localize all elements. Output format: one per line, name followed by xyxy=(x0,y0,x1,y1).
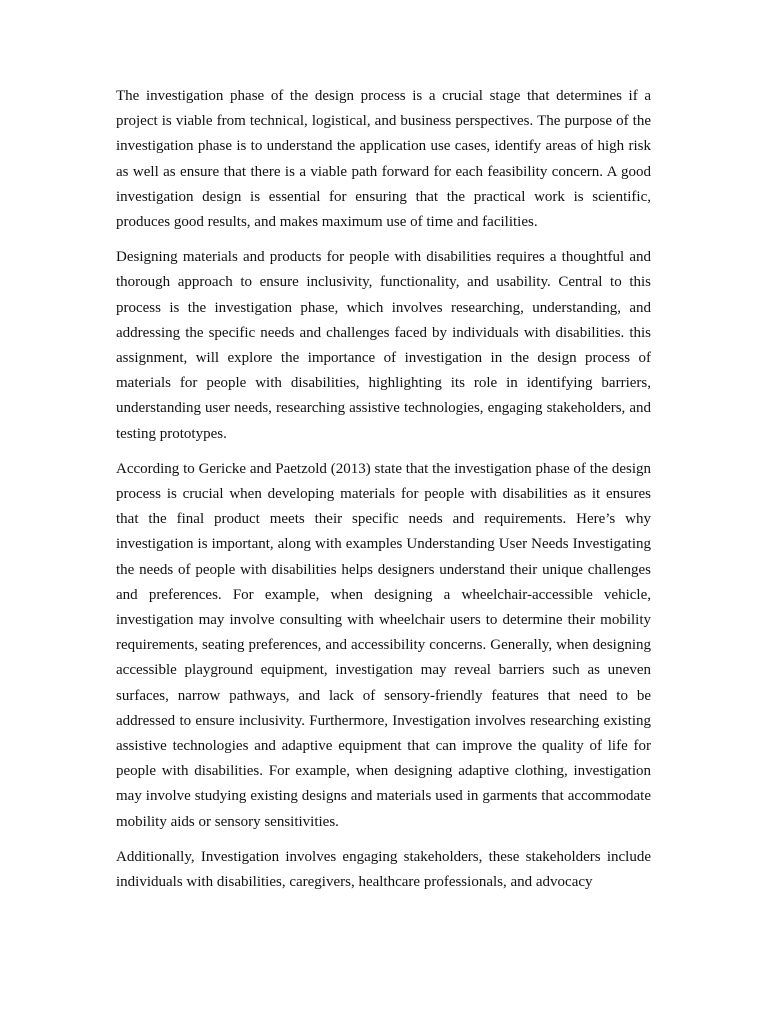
paragraph: Additionally, Investigation involves engaging stakeholders, these stakeholders include individuals with disabilities, caregivers, healthcare professionals, and advocacy xyxy=(116,848,651,891)
document-body xyxy=(116,84,651,905)
paragraph: Designing materials and products for people with disabilities requires a thoughtful and thorough approach to ensure inclusivity, functionality, and usability. Central to this process is the investigation phase, which involves researching, understanding, and addressing the specific needs and challenges faced by individuals with disabilities. this assignment, will explore the importance of investigation in the design process of materials for people with disabilities, highlighting its role in identifying barriers, understanding user needs, researching assistive technologies, engaging stakeholders, and testing prototypes. xyxy=(116,249,651,442)
paragraph: According to Gericke and Paetzold (2013) state that the investigation phase of the design process is crucial when developing materials for people with disabilities as it ensures that the final product meets their specific needs and requirements. Here’s why investigation is important, along with examples Understanding User Needs Investigating the needs of people with disabilities helps designers understand their unique challenges and preferences. For example, when designing a wheelchair-accessible vehicle, investigation may involve consulting with wheelchair users to determine their mobility requirements, seating preferences, and accessibility concerns. Generally, when designing accessible playground equipment, investigation may reveal barriers such as uneven surfaces, narrow pathways, and lack of sensory-friendly features that need to be addressed to ensure inclusivity. Furthermore, Investigation involves researching existing assistive technologies and adaptive equipment that can improve the quality of life for people with disabilities. For example, when designing adaptive clothing, investigation may involve studying existing designs and materials used in garments that accommodate mobility aids or sensory sensitivities. xyxy=(116,460,651,830)
paragraph: The investigation phase of the design process is a crucial stage that determines if a project is viable from technical, logistical, and business perspectives. The purpose of the investigation phase is to understand the application use cases, identify areas of high risk as well as ensure that there is a viable path forward for each feasibility concern. A good investigation design is essential for ensuring that the practical work is scientific, produces good results, and makes maximum use of time and facilities. xyxy=(116,88,651,231)
